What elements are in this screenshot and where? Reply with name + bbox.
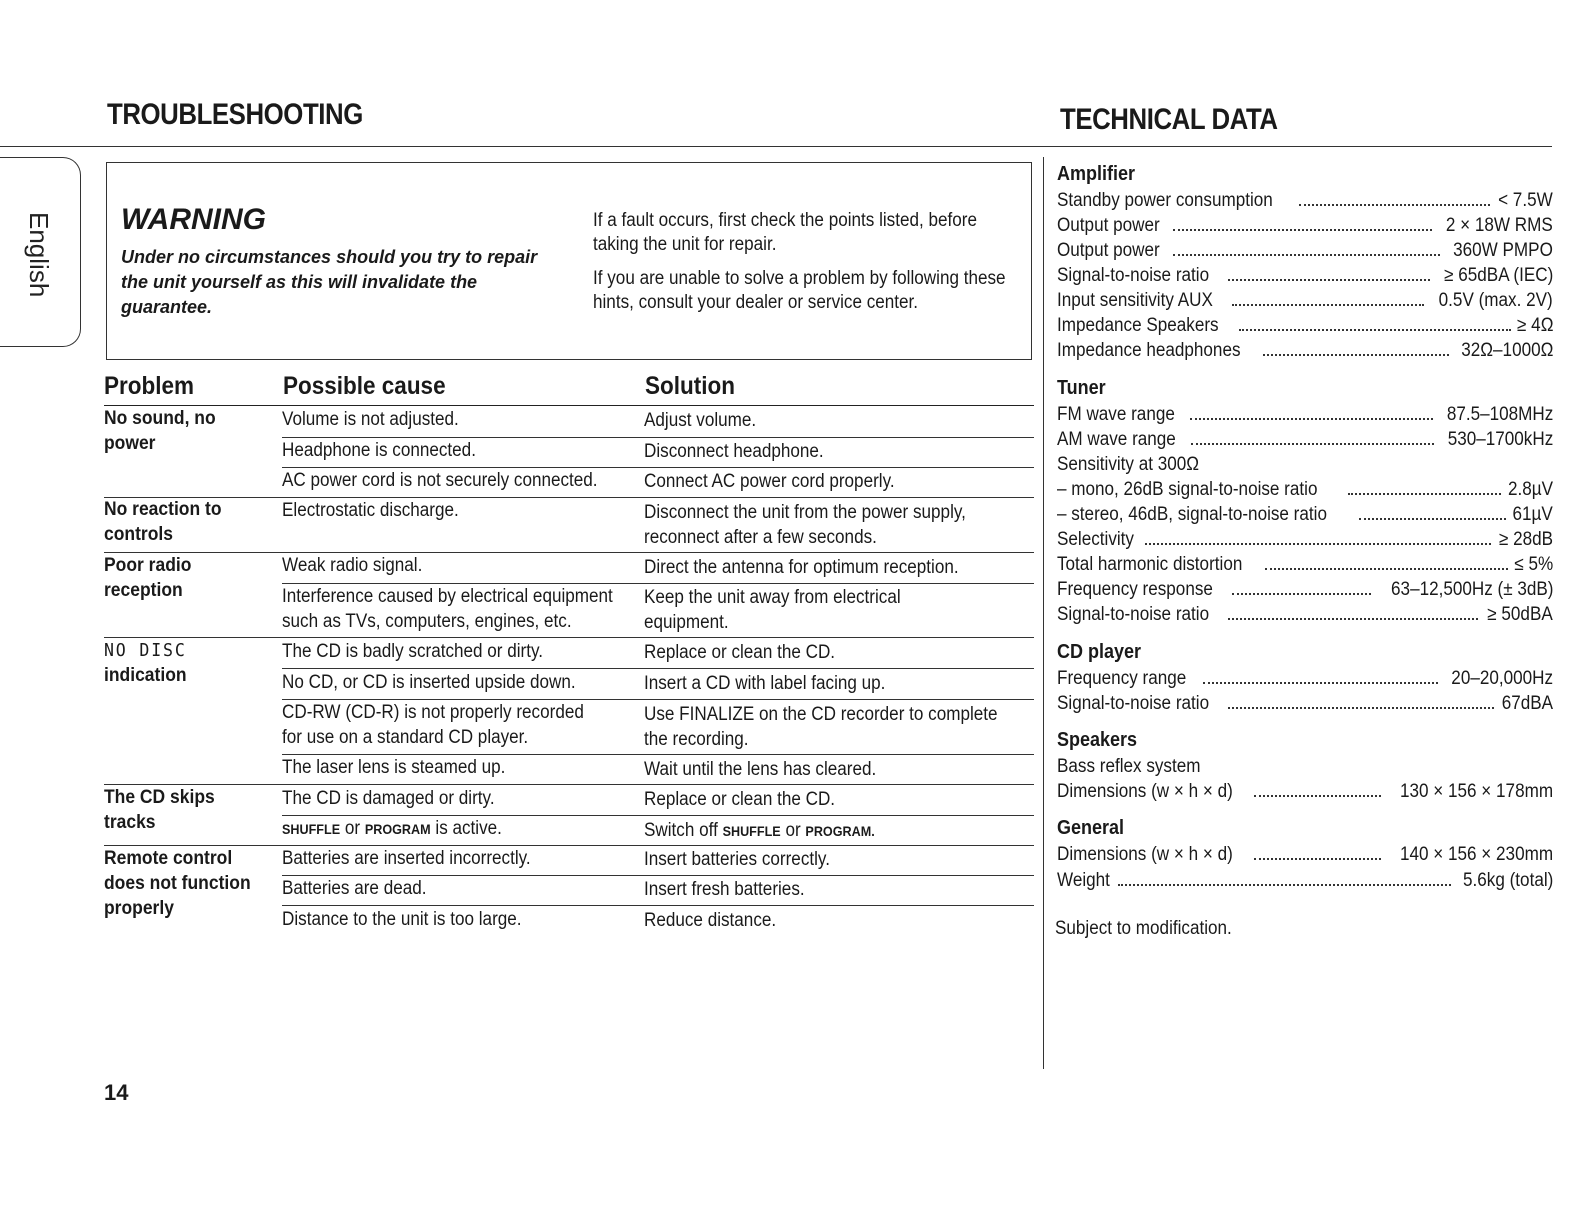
spec-row (1057, 691, 1553, 716)
spec-label: Total harmonic distortion (1057, 554, 1243, 575)
cause-cell: Batteries are inserted incorrectly. (282, 848, 531, 869)
cause-or: or (344, 818, 361, 839)
cause-cell-line2: for use on a standard CD player. (282, 727, 529, 748)
cause-cell: AC power cord is not securely connected. (282, 470, 598, 491)
leader-dots (1254, 795, 1381, 797)
spec-label: Sensitivity at 300Ω (1057, 454, 1200, 475)
cause-cell: No CD, or CD is inserted upside down. (282, 672, 576, 693)
section-general: General (1057, 817, 1125, 839)
program-label: PROGRAM (364, 821, 431, 837)
spec-label: Dimensions (w × h × d) (1057, 844, 1233, 865)
spec-row (1057, 288, 1553, 313)
leader-dots (1359, 518, 1506, 520)
spec-row (1057, 602, 1553, 627)
spec-value: 67dBA (1501, 693, 1553, 714)
spec-row (1057, 527, 1553, 552)
spec-label: Signal-to-noise ratio (1057, 604, 1210, 625)
spec-value: < 7.5W (1498, 190, 1553, 211)
shuffle-label: SHUFFLE (722, 823, 781, 839)
spec-row (1057, 338, 1553, 363)
warning-box (106, 162, 1032, 360)
leader-dots (1190, 418, 1433, 420)
spec-label: Input sensitivity AUX (1057, 290, 1213, 311)
spec-label: Signal-to-noise ratio (1057, 265, 1210, 286)
header-solution: Solution (645, 372, 735, 400)
spec-row (1057, 477, 1553, 502)
spec-label: Impedance headphones (1057, 340, 1241, 361)
leader-dots (1118, 884, 1451, 886)
technical-data-title: TECHNICAL DATA (1060, 103, 1278, 136)
leader-dots (1254, 858, 1381, 860)
spec-value: 5.6kg (total) (1462, 870, 1553, 891)
page-number: 14 (104, 1080, 129, 1105)
spec-row (1057, 213, 1553, 238)
solution-cell-line2: equipment. (644, 612, 729, 633)
language-tab-label: English (24, 212, 54, 298)
spec-label: Dimensions (w × h × d) (1057, 781, 1233, 802)
leader-dots (1299, 204, 1491, 206)
cause-cell: The laser lens is steamed up. (282, 757, 506, 778)
leader-dots (1228, 618, 1478, 620)
spec-value: 2 × 18W RMS (1446, 215, 1553, 236)
leader-dots (1173, 254, 1440, 256)
warning-paragraph-2: If you are unable to solve a problem by following these hints, consult your dealer or service center. (593, 268, 1006, 313)
spec-value: 32Ω–1000Ω (1460, 340, 1553, 361)
cause-cell: The CD is damaged or dirty. (282, 788, 495, 809)
problem-cd-skips: The CD skips tracks (104, 787, 215, 833)
spec-label: Weight (1057, 870, 1110, 891)
problem-poor-radio: Poor radio reception (104, 555, 192, 601)
spec-row (1057, 188, 1553, 213)
leader-dots (1228, 707, 1494, 709)
solution-cell: Keep the unit away from electrical (644, 587, 901, 608)
problem-no-sound: No sound, no power (104, 408, 216, 454)
spec-value: 61µV (1512, 504, 1553, 525)
section-speakers: Speakers (1057, 729, 1138, 751)
solution-cell-shuffle (644, 818, 875, 844)
problem-no-reaction: No reaction to controls (104, 499, 222, 545)
solution-cell: Disconnect the unit from the power supply, (644, 502, 966, 523)
spec-label: Output power (1057, 240, 1160, 261)
spec-row (1057, 577, 1553, 602)
cause-cell: Electrostatic discharge. (282, 500, 459, 521)
spec-label: Standby power consumption (1057, 190, 1273, 211)
solution-cell: Wait until the lens has cleared. (644, 759, 877, 780)
spec-label: Output power (1057, 215, 1160, 236)
row-rule (282, 668, 1034, 669)
solution-cell: Direct the antenna for optimum reception. (644, 557, 959, 578)
warning-instructions (593, 209, 1006, 325)
cause-cell: CD-RW (CD-R) is not properly recorded (282, 702, 584, 723)
solution-cell: Insert a CD with label facing up. (644, 673, 886, 694)
solution-cell-line2: reconnect after a few seconds. (644, 527, 877, 548)
spec-row (1057, 263, 1553, 288)
leader-dots (1232, 593, 1370, 595)
leader-dots (1203, 682, 1438, 684)
cause-cell: Distance to the unit is too large. (282, 909, 522, 930)
spec-label: Bass reflex system (1057, 756, 1201, 777)
spec-value: 2.8µV (1507, 479, 1553, 500)
cause-cell: Interference caused by electrical equipment (282, 586, 613, 607)
column-divider (1043, 157, 1044, 1069)
cause-cell-line2: such as TVs, computers, engines, etc. (282, 611, 572, 632)
spec-label: Signal-to-noise ratio (1057, 693, 1210, 714)
problem-remote: Remote control does not function properly (104, 848, 251, 919)
leader-dots (1239, 329, 1511, 331)
solution-cell: Use FINALIZE on the CD recorder to complete (644, 704, 998, 725)
solution-switch-off: Switch off (644, 820, 718, 841)
solution-cell: Replace or clean the CD. (644, 789, 836, 810)
spec-label: FM wave range (1057, 404, 1175, 425)
spec-row (1057, 313, 1553, 338)
spec-value: ≥ 28dB (1498, 529, 1553, 550)
spec-value: 0.5V (max. 2V) (1438, 290, 1553, 311)
spec-row (1057, 238, 1553, 263)
solution-cell: Reduce distance. (644, 910, 777, 931)
solution-cell: Adjust volume. (644, 410, 757, 431)
cause-is-active: is active. (435, 818, 502, 839)
spec-value: ≥ 50dBA (1487, 604, 1553, 625)
warning-title: WARNING (121, 203, 266, 236)
spec-label: Selectivity (1057, 529, 1134, 550)
troubleshooting-title: TROUBLESHOOTING (107, 98, 363, 131)
spec-row (1057, 402, 1553, 427)
spec-value: 140 × 156 × 230mm (1399, 844, 1553, 865)
leader-dots (1173, 229, 1432, 231)
leader-dots (1348, 493, 1501, 495)
leader-dots (1145, 543, 1491, 545)
section-cd-player: CD player (1057, 641, 1142, 663)
solution-cell: Insert fresh batteries. (644, 879, 805, 900)
section-tuner: Tuner (1057, 377, 1106, 399)
spec-value: 63–12,500Hz (± 3dB) (1390, 579, 1553, 600)
spec-value: ≤ 5% (1514, 554, 1553, 575)
warning-paragraph-1: If a fault occurs, first check the points listed, before taking the unit for repair. (593, 210, 977, 255)
leader-dots (1265, 568, 1508, 570)
spec-value: ≥ 4Ω (1516, 315, 1553, 336)
header-problem: Problem (104, 372, 195, 400)
spec-label: – stereo, 46dB, signal-to-noise ratio (1057, 504, 1327, 525)
row-rule (282, 905, 1034, 906)
cause-cell: Weak radio signal. (282, 555, 423, 576)
spec-row (1057, 868, 1553, 893)
spec-label: Frequency response (1057, 579, 1213, 600)
top-rule (0, 146, 1552, 147)
cause-cell: Headphone is connected. (282, 440, 476, 461)
spec-value: 20–20,000Hz (1451, 668, 1553, 689)
solution-or: or (785, 820, 801, 841)
spec-row (1057, 502, 1553, 527)
header-cause: Possible cause (283, 372, 446, 400)
spec-value: ≥ 65dBA (IEC) (1443, 265, 1553, 286)
cause-cell: Volume is not adjusted. (282, 409, 459, 430)
problem-no-disc (104, 638, 260, 688)
solution-cell: Disconnect headphone. (644, 441, 824, 462)
leader-dots (1228, 279, 1430, 281)
spec-row (1057, 779, 1553, 804)
cause-cell: Batteries are dead. (282, 878, 427, 899)
spec-value: 530–1700kHz (1447, 429, 1553, 450)
spec-row (1057, 666, 1553, 691)
solution-cell: Replace or clean the CD. (644, 642, 836, 663)
leader-dots (1263, 354, 1449, 356)
leader-dots (1191, 443, 1434, 445)
spec-label: Frequency range (1057, 668, 1187, 689)
solution-cell: Connect AC power cord properly. (644, 471, 895, 492)
solution-cell: Insert batteries correctly. (644, 849, 830, 870)
warning-text: Under no circumstances should you try to repair the unit yourself as this will invalidate the guarantee. (121, 247, 538, 317)
lcd-no-disc-text: NO DISC (104, 640, 187, 661)
spec-row (1057, 427, 1553, 452)
shuffle-label: SHUFFLE (282, 821, 341, 837)
solution-cell-line2: the recording. (644, 729, 749, 750)
subject-note: Subject to modification. (1055, 918, 1232, 939)
spec-label: AM wave range (1057, 429, 1176, 450)
spec-value: 130 × 156 × 178mm (1399, 781, 1553, 802)
spec-value: 87.5–108MHz (1446, 404, 1553, 425)
spec-row (1057, 842, 1553, 867)
spec-label: – mono, 26dB signal-to-noise ratio (1057, 479, 1318, 500)
cause-cell-shuffle (282, 816, 502, 842)
spec-value: 360W PMPO (1453, 240, 1553, 261)
cause-cell: The CD is badly scratched or dirty. (282, 641, 544, 662)
section-amplifier: Amplifier (1057, 163, 1136, 185)
program-label: PROGRAM. (805, 823, 875, 839)
problem-no-disc-indication: indication (104, 665, 187, 686)
leader-dots (1232, 304, 1424, 306)
spec-label: Impedance Speakers (1057, 315, 1219, 336)
spec-row (1057, 552, 1553, 577)
